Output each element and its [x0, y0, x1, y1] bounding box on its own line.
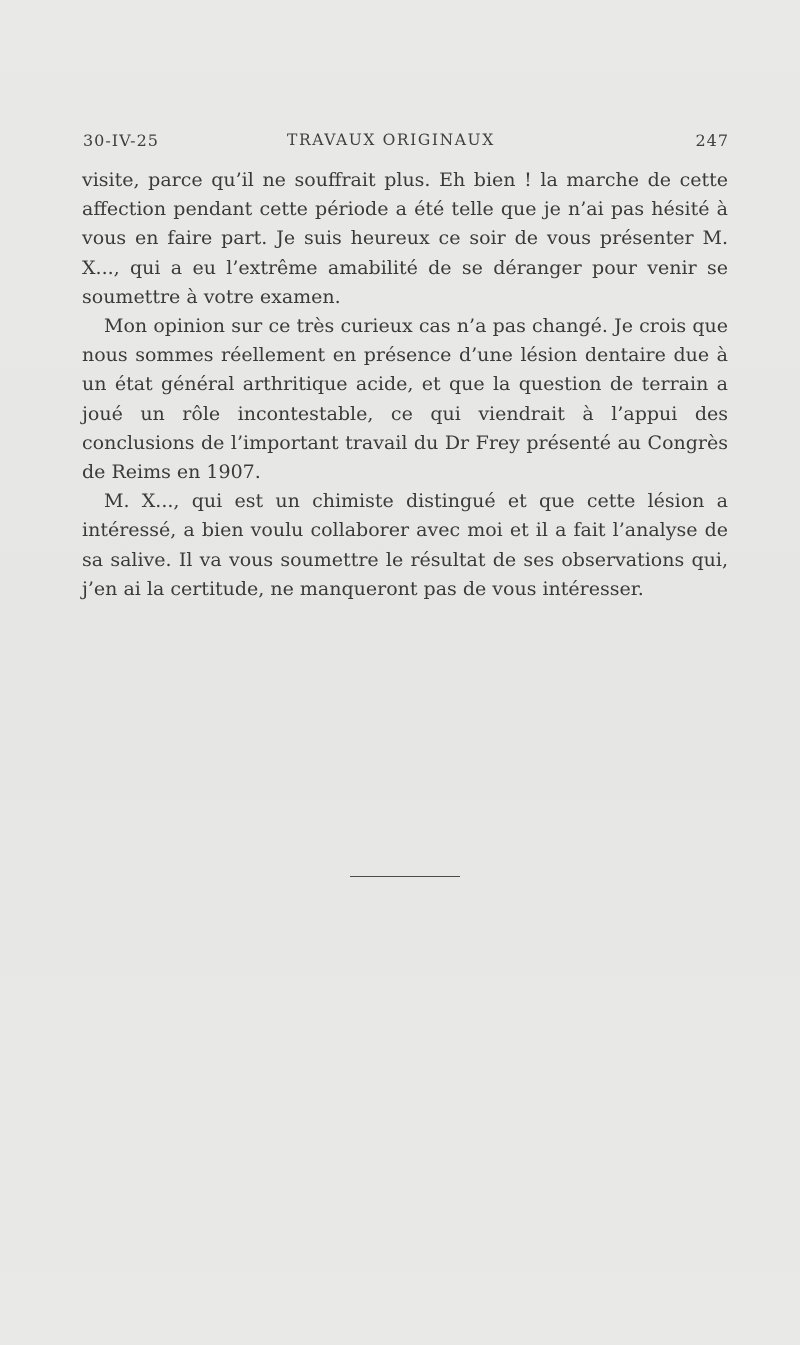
paragraph-2: Mon opinion sur ce très curieux cas n’a pas changé. Je crois que nous sommes réellement en présence d’une lésion dentaire due à un état général arthritique acide, et que la question de terrain a joué un rôle incontestable, ce qui viendrait à l’appui des conclusions de l’important travail du Dr Frey présenté au Congrès de Reims en 1907.: [82, 315, 728, 484]
page-number: 247: [695, 131, 729, 150]
paragraph-1: visite, parce qu’il ne souffrait plus. Eh bien ! la marche de cette affection pendant cette période a été telle que je n’ai pas hésité à vous en faire part. Je suis heureux ce soir de vous présenter M. X..., qui a eu l’extrême amabilité de se déranger pour venir se soumettre à votre examen.: [82, 169, 728, 308]
section-end-rule: [350, 876, 460, 877]
header-title: TRAVAUX ORIGINAUX: [287, 131, 495, 149]
header-date: 30-IV-25: [83, 131, 159, 150]
running-header: [83, 131, 729, 153]
body-text: [82, 166, 728, 604]
paragraph-3: M. X..., qui est un chimiste distingué et que cette lésion a intéressé, a bien voulu collaborer avec moi et il a fait l’analyse de sa salive. Il va vous soumettre le résultat de ses observations qui, j’en ai la certitude, ne manqueront pas de vous intéresser.: [82, 490, 728, 600]
